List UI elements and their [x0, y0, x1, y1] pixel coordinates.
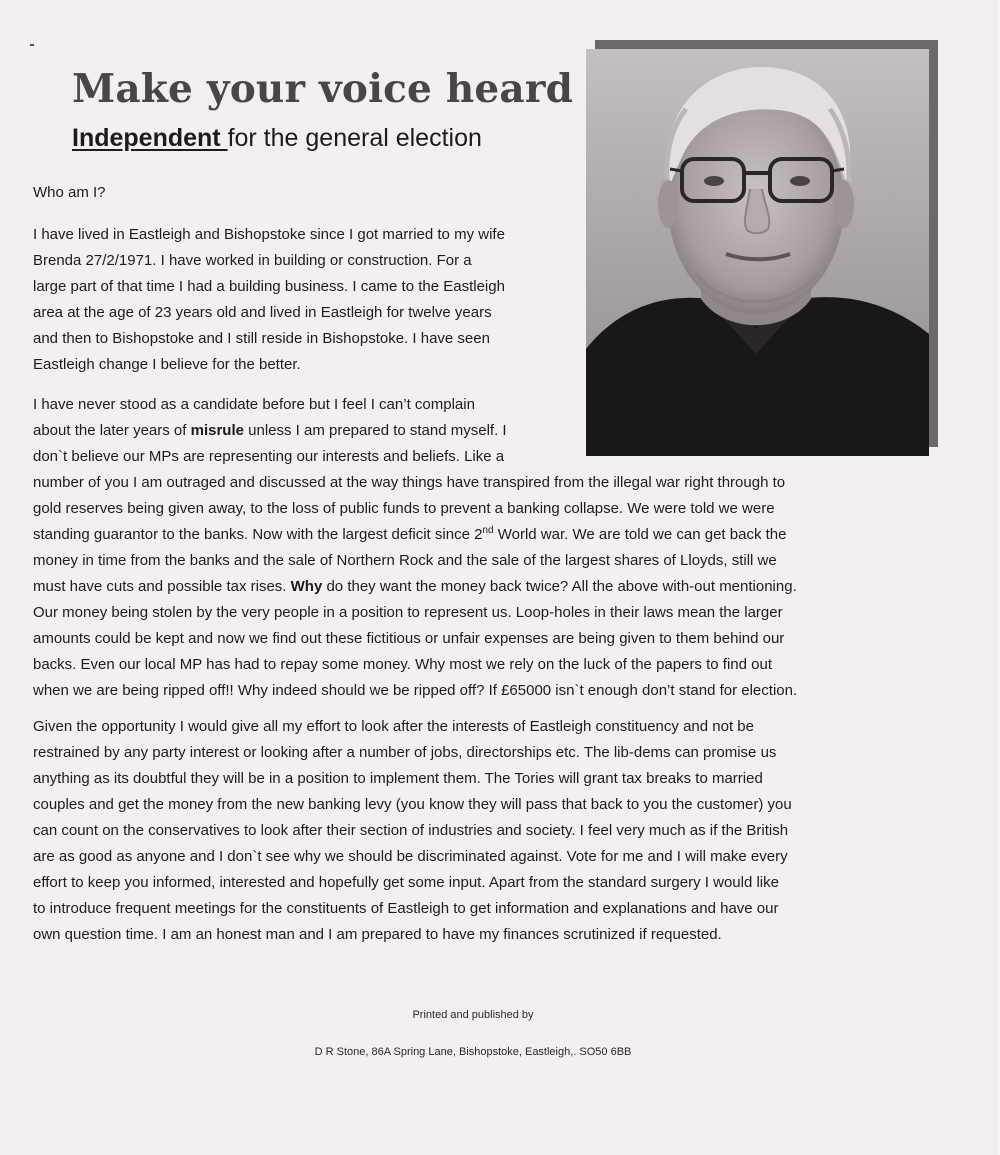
paragraph-pledge	[33, 714, 913, 948]
paragraph-line: backs. Even our local MP has had to repay some money. Why most we rely on the luck of the papers to find out	[33, 656, 772, 673]
paragraph-line: to introduce frequent meetings for the constituents of Eastleigh to get information and explanations and have our	[33, 900, 779, 917]
paragraph-line: anything as its doubtful they will be in a position to implement them. The Tories will grant tax breaks to married	[33, 770, 763, 787]
candidate-photo	[586, 49, 929, 456]
paragraph-line: can count on the conservatives to look after their section of industries and society. I feel very much as if the British	[33, 822, 789, 839]
paragraph-line: don`t believe our MPs are representing our interests and beliefs. Like a	[33, 448, 505, 465]
paragraph-line	[33, 418, 588, 444]
scan-speck	[30, 44, 34, 46]
text-run: about the later years of	[33, 422, 191, 439]
text-run: must have cuts and possible tax rises.	[33, 578, 291, 595]
paragraph-motivation	[33, 392, 798, 704]
paragraph-line: large part of that time I had a building business. I came to the Eastleigh	[33, 278, 505, 295]
paragraph-line: gold reserves being given away, to the loss of public funds to prevent a banking collapse. We were told we were	[33, 500, 775, 517]
paragraph-line: effort to keep you informed, interested and hopefully get some input. Apart from the standard surgery I would like	[33, 874, 779, 891]
paragraph-line: number of you I am outraged and discussed at the way things have transpired from the illegal war right through to	[33, 474, 786, 491]
page-subtitle	[72, 124, 572, 153]
text-run: do they want the money back twice? All the above with-out mentioning.	[322, 578, 797, 595]
paragraph-line: are as good as anyone and I don`t see why we should be discriminated against. Vote for me and I will make every	[33, 848, 788, 865]
text-run: standing guarantor to the banks. Now with the largest deficit since 2	[33, 526, 483, 543]
paragraph-line: I have never stood as a candidate before but I feel I can’t complain	[33, 396, 475, 413]
paragraph-line: amounts could be kept and now we find out these fictitious or unfair expenses are being given to them behind our	[33, 630, 785, 647]
subtitle-rest: for the general election	[227, 124, 482, 152]
paragraph-line: Brenda 27/2/1971. I have worked in building or construction. For a	[33, 252, 472, 269]
candidate-portrait-icon	[586, 49, 929, 456]
paragraph-line: couples and get the money from the new banking levy (you know they will pass that back to you the customer) you	[33, 796, 792, 813]
paragraph-line: I have lived in Eastleigh and Bishopstoke since I got married to my wife	[33, 226, 505, 243]
paragraph-line: own question time. I am an honest man and I am prepared to have my finances scrutinized if requested.	[33, 926, 722, 943]
paragraph-line: money in time from the banks and the sale of Northern Rock and the sale of the largest shares of Lloyds, still we	[33, 552, 777, 569]
superscript-ordinal: nd	[482, 525, 494, 536]
paragraph-line	[33, 574, 938, 600]
page-edge	[994, 0, 1000, 1155]
text-run: World war. We are told we can get back the	[493, 526, 787, 543]
paragraph-line: Given the opportunity I would give all my effort to look after the interests of Eastleigh constituency and not be	[33, 718, 754, 735]
paragraph-line: and then to Bishopstoke and I still reside in Bishopstoke. I have seen	[33, 330, 490, 347]
paragraph-line: restrained by any party interest or looking after a number of jobs, directorships etc. The lib-dems can promise us	[33, 744, 777, 761]
paragraph-line: Our money being stolen by the very people in a position to represent us. Loop-holes in their laws mean the larger	[33, 604, 783, 621]
subtitle-emphasis: Independent	[72, 124, 228, 152]
paragraph-line	[33, 522, 938, 548]
emphasis-why: Why	[290, 578, 323, 595]
paragraph-line: area at the age of 23 years old and lived in Eastleigh for twelve years	[33, 304, 492, 321]
emphasis-misrule: misrule	[190, 422, 244, 439]
imprint-address: D R Stone, 86A Spring Lane, Bishopstoke, Eastleigh,. SO50 6BB	[314, 1046, 632, 1058]
paragraph-line: Eastleigh change I believe for the better.	[33, 356, 301, 373]
paragraph-line: when we are being ripped off!! Why indeed should we be ripped off? If £65000 isn`t enough don’t stand for election.	[33, 682, 798, 699]
paragraph-background	[33, 222, 578, 378]
text-run: unless I am prepared to stand myself. I	[243, 422, 507, 439]
imprint-label: Printed and published by	[412, 1009, 534, 1021]
intro-question: Who am I?	[33, 184, 106, 201]
page-title: Make your voice heard	[72, 66, 574, 112]
